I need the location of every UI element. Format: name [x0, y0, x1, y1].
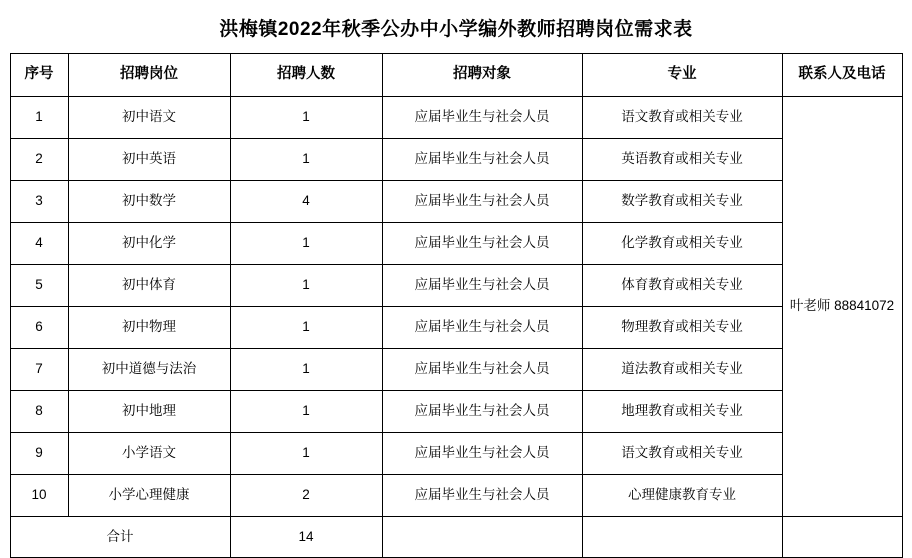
cell-post: 初中数学	[68, 181, 230, 223]
cell-target: 应届毕业生与社会人员	[382, 433, 582, 475]
cell-major: 道法教育或相关专业	[582, 349, 782, 391]
table-body	[10, 97, 902, 558]
total-target-empty	[382, 517, 582, 558]
cell-count: 4	[230, 181, 382, 223]
cell-post: 小学语文	[68, 433, 230, 475]
column-header-major: 专业	[582, 54, 782, 97]
cell-major: 化学教育或相关专业	[582, 223, 782, 265]
table-header-row	[10, 54, 902, 97]
table-header	[10, 54, 902, 97]
cell-major: 数学教育或相关专业	[582, 181, 782, 223]
cell-index: 8	[10, 391, 68, 433]
cell-major: 英语教育或相关专业	[582, 139, 782, 181]
cell-major: 物理教育或相关专业	[582, 307, 782, 349]
cell-target: 应届毕业生与社会人员	[382, 139, 582, 181]
table-row	[10, 97, 902, 139]
cell-post: 初中英语	[68, 139, 230, 181]
cell-target: 应届毕业生与社会人员	[382, 349, 582, 391]
cell-post: 初中地理	[68, 391, 230, 433]
cell-count: 1	[230, 139, 382, 181]
column-header-contact: 联系人及电话	[782, 54, 902, 97]
cell-count: 1	[230, 349, 382, 391]
table-row	[10, 223, 902, 265]
page-title: 洪梅镇2022年秋季公办中小学编外教师招聘岗位需求表	[219, 19, 693, 40]
table-row	[10, 181, 902, 223]
cell-target: 应届毕业生与社会人员	[382, 307, 582, 349]
cell-target: 应届毕业生与社会人员	[382, 223, 582, 265]
cell-count: 1	[230, 223, 382, 265]
cell-count: 1	[230, 391, 382, 433]
cell-major: 语文教育或相关专业	[582, 97, 782, 139]
cell-index: 7	[10, 349, 68, 391]
table-row	[10, 391, 902, 433]
cell-count: 1	[230, 307, 382, 349]
table-total-row	[10, 517, 902, 558]
cell-major: 语文教育或相关专业	[582, 433, 782, 475]
cell-target: 应届毕业生与社会人员	[382, 475, 582, 517]
table-row	[10, 265, 902, 307]
column-header-count: 招聘人数	[230, 54, 382, 97]
column-header-index: 序号	[10, 54, 68, 97]
total-count: 14	[230, 517, 382, 558]
cell-index: 6	[10, 307, 68, 349]
cell-index: 2	[10, 139, 68, 181]
table-row	[10, 475, 902, 517]
cell-index: 4	[10, 223, 68, 265]
cell-count: 1	[230, 433, 382, 475]
cell-post: 初中物理	[68, 307, 230, 349]
table-row	[10, 307, 902, 349]
cell-count: 1	[230, 265, 382, 307]
column-header-target: 招聘对象	[382, 54, 582, 97]
column-header-post: 招聘岗位	[68, 54, 230, 97]
cell-target: 应届毕业生与社会人员	[382, 97, 582, 139]
cell-major: 心理健康教育专业	[582, 475, 782, 517]
cell-index: 10	[10, 475, 68, 517]
cell-major: 体育教育或相关专业	[582, 265, 782, 307]
cell-count: 2	[230, 475, 382, 517]
table-row	[10, 433, 902, 475]
cell-index: 9	[10, 433, 68, 475]
total-major-empty	[582, 517, 782, 558]
cell-post: 初中体育	[68, 265, 230, 307]
cell-index: 5	[10, 265, 68, 307]
cell-count: 1	[230, 97, 382, 139]
cell-target: 应届毕业生与社会人员	[382, 265, 582, 307]
cell-target: 应届毕业生与社会人员	[382, 181, 582, 223]
table-row	[10, 139, 902, 181]
cell-post: 初中化学	[68, 223, 230, 265]
total-contact-empty	[782, 517, 902, 558]
total-label: 合计	[10, 517, 230, 558]
cell-post: 初中语文	[68, 97, 230, 139]
cell-index: 3	[10, 181, 68, 223]
recruitment-table	[10, 53, 903, 558]
cell-contact: 叶老师 88841072	[782, 97, 902, 517]
cell-major: 地理教育或相关专业	[582, 391, 782, 433]
cell-target: 应届毕业生与社会人员	[382, 391, 582, 433]
cell-index: 1	[10, 97, 68, 139]
table-row	[10, 349, 902, 391]
cell-post: 小学心理健康	[68, 475, 230, 517]
cell-post: 初中道德与法治	[68, 349, 230, 391]
